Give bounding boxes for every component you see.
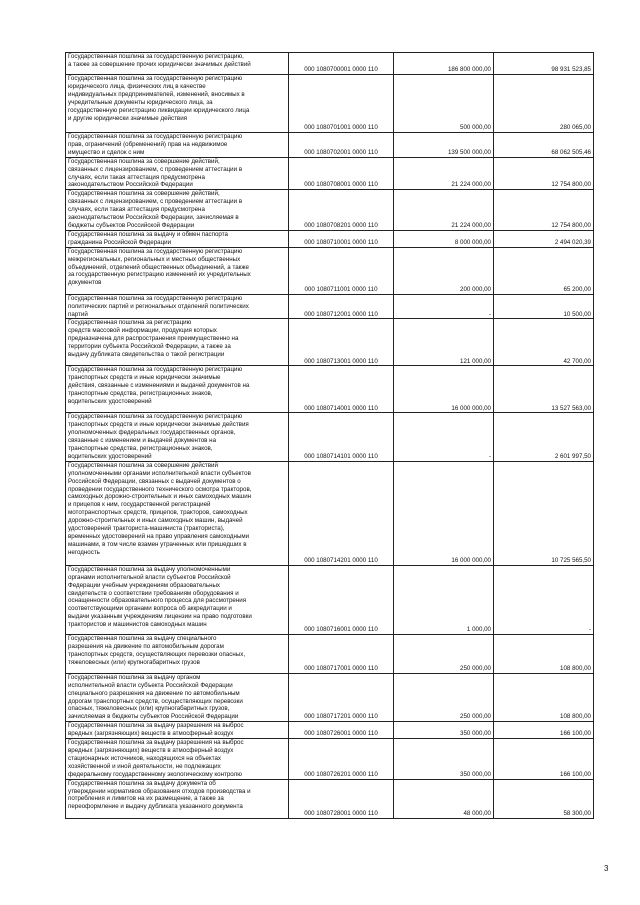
cell-plan: 1 000,00 — [394, 565, 494, 634]
table-row — [66, 673, 594, 721]
table-row — [66, 190, 594, 231]
cell-code: 000 1080702001 0000 110 — [289, 133, 394, 158]
cell-plan: 8 000 000,00 — [394, 230, 494, 247]
cell-name: Государственная пошлина за государственную регистрацию транспортных средств и иные юридически значимые действия, связанные с изменениями и выдачей документов на транспортные средства, регистрационных знаков, водительских удостоверений — [66, 366, 289, 413]
cell-plan: 500 000,00 — [394, 75, 494, 133]
cell-fact: 2 494 020,39 — [494, 230, 594, 247]
cell-fact: 108 800,00 — [494, 673, 594, 721]
cell-fact: 2 601 997,50 — [494, 413, 594, 461]
cell-fact: 68 062 505,46 — [494, 133, 594, 158]
cell-name: Государственная пошлина за государственную регистрацию политических партий и региональных отделений политических партий — [66, 294, 289, 319]
cell-plan: 21 224 000,00 — [394, 190, 494, 231]
cell-plan: 350 000,00 — [394, 722, 494, 739]
table-row — [66, 230, 594, 247]
cell-fact: 12 754 800,00 — [494, 157, 594, 190]
cell-code: 000 1080708201 0000 110 — [289, 190, 394, 231]
cell-name: Государственная пошлина за совершение действий, связанных с лицензированием, с проведением аттестации в случаях, если такая аттестация предусмотрена законодательством Российской Федерации, зачисляемая в бюджеты субъектов Российской Федерации — [66, 190, 289, 231]
cell-code: 000 1080728001 0000 110 — [289, 779, 394, 818]
cell-plan: 250 000,00 — [394, 673, 494, 721]
cell-plan: 139 500 000,00 — [394, 133, 494, 158]
table-row — [66, 319, 594, 366]
cell-code: 000 1080717001 0000 110 — [289, 634, 394, 673]
table-row — [66, 366, 594, 413]
cell-fact: 108 800,00 — [494, 634, 594, 673]
table-row — [66, 157, 594, 190]
cell-plan: - — [394, 413, 494, 461]
cell-name: Государственная пошлина за выдачу документа об утверждении нормативов образования отходов производства и потребления и лимитов на их размещение, а также за переоформление и выдачу дубликата указанного документа — [66, 779, 289, 818]
cell-plan: 48 000,00 — [394, 779, 494, 818]
cell-plan: 16 000 000,00 — [394, 461, 494, 565]
cell-name: Государственная пошлина за выдачу уполномоченными органами исполнительной власти субъектов Российской Федерации учебным учреждениям образовательных свидетельств о соответствии требованиям оборудования и оснащенности образовательного процесса для рассмотрения соответствующими органами вопроса об аккредитации и выдачи указанным учреждениям лицензии на право подготовки трактористов и машинистов самоходных машин — [66, 565, 289, 634]
cell-fact: 13 527 563,00 — [494, 366, 594, 413]
cell-name: Государственная пошлина за государственную регистрацию, а также за совершение прочих юридически значимых действий — [66, 53, 289, 75]
budget-table — [65, 52, 594, 819]
page-number: 3 — [604, 864, 609, 873]
cell-code: 000 1080700001 0000 110 — [289, 53, 394, 75]
cell-code: 000 1080714101 0000 110 — [289, 413, 394, 461]
table-row — [66, 133, 594, 158]
table-row — [66, 75, 594, 133]
cell-name: Государственная пошлина за государственную регистрацию прав, ограничений (обременений) прав на недвижимое имущество и сделок с ним — [66, 133, 289, 158]
cell-fact: - — [494, 565, 594, 634]
cell-fact: 10 500,00 — [494, 294, 594, 319]
cell-plan: 121 000,00 — [394, 319, 494, 366]
cell-plan: 16 000 000,00 — [394, 366, 494, 413]
cell-fact: 12 754 800,00 — [494, 190, 594, 231]
cell-code: 000 1080708001 0000 110 — [289, 157, 394, 190]
cell-fact: 98 931 523,85 — [494, 53, 594, 75]
cell-code: 000 1080713001 0000 110 — [289, 319, 394, 366]
cell-name: Государственная пошлина за регистрацию средств массовой информации, продукция которых предназначена для распространения преимущественно на территории субъекта Российской Федерации, а также за выдачу дубликата свидетельства о такой регистрации — [66, 319, 289, 366]
cell-code: 000 1080701001 0000 110 — [289, 75, 394, 133]
cell-code: 000 1080712001 0000 110 — [289, 294, 394, 319]
table-row — [66, 53, 594, 75]
cell-name: Государственная пошлина за выдачу разрешения на выброс вредных (загрязняющих) веществ в атмосферный воздух стационарных источников, находящихся на объектах хозяйственной и иной деятельности, не подлежащих федеральному государственному экологическому контролю — [66, 739, 289, 780]
cell-code: 000 1080726001 0000 110 — [289, 722, 394, 739]
cell-code: 000 1080711001 0000 110 — [289, 247, 394, 294]
cell-fact: 166 100,00 — [494, 722, 594, 739]
cell-fact: 166 100,00 — [494, 739, 594, 780]
cell-code: 000 1080726201 0000 110 — [289, 739, 394, 780]
cell-fact: 65 200,00 — [494, 247, 594, 294]
table-row — [66, 722, 594, 739]
cell-plan: 200 000,00 — [394, 247, 494, 294]
cell-code: 000 1080716001 0000 110 — [289, 565, 394, 634]
cell-fact: 280 065,00 — [494, 75, 594, 133]
cell-plan: 21 224 000,00 — [394, 157, 494, 190]
cell-plan: 250 000,00 — [394, 634, 494, 673]
cell-code: 000 1080717201 0000 110 — [289, 673, 394, 721]
table-row — [66, 247, 594, 294]
table-row — [66, 634, 594, 673]
cell-code: 000 1080710001 0000 110 — [289, 230, 394, 247]
table-body — [66, 53, 594, 819]
cell-fact: 58 300,00 — [494, 779, 594, 818]
cell-name: Государственная пошлина за государственную регистрацию межрегиональных, региональных и местных общественных объединений, отделений общественных объединений, а также за государственную регистрацию изменений их учредительных документов — [66, 247, 289, 294]
cell-name: Государственная пошлина за выдачу органом исполнительной власти субъекта Российской Федерации специального разрешения на движение по автомобильным дорогам транспортных средств, осуществляющих перевозки опасных, тяжеловесных (или) крупногабаритных грузов, зачисляемая в бюджеты субъектов Российской Федерации — [66, 673, 289, 721]
cell-name: Государственная пошлина за выдачу специального разрешения на движение по автомобильным дорогам транспортных средств, осуществляющих перевозки опасных, тяжеловесных (или) крупногабаритных грузов — [66, 634, 289, 673]
cell-plan: 186 800 000,00 — [394, 53, 494, 75]
cell-name: Государственная пошлина за государственную регистрацию юридического лица, физических лиц в качестве индивидуальных предпринимателей, изменений, вносимых в учредительные документы юридического лица, за государственную регистрацию ликвидации юридического лица и другие юридически значимые действия — [66, 75, 289, 133]
table-row — [66, 779, 594, 818]
cell-name: Государственная пошлина за совершение действий, связанных с лицензированием, с проведением аттестации в случаях, если такая аттестация предусмотрена законодательством Российской Федерации — [66, 157, 289, 190]
table-row — [66, 413, 594, 461]
cell-name: Государственная пошлина за выдачу и обмен паспорта гражданина Российской Федерации — [66, 230, 289, 247]
cell-plan: - — [394, 294, 494, 319]
table-row — [66, 294, 594, 319]
cell-code: 000 1080714001 0000 110 — [289, 366, 394, 413]
cell-code: 000 1080714201 0000 110 — [289, 461, 394, 565]
table-row — [66, 565, 594, 634]
cell-plan: 350 000,00 — [394, 739, 494, 780]
cell-fact: 42 700,00 — [494, 319, 594, 366]
cell-name: Государственная пошлина за совершение действий уполномоченными органами исполнительной власти субъектов Российской Федерации, связанных с выдачей документов о проведении государственного технического осмотра тракторов, самоходных дорожно-строительных и иных самоходных машин и прицепов к ним, государственной регистрацией мототранспортных средств, прицепов, тракторов, самоходных дорожно-строительных и иных самоходных машин, выдачей удостоверений тракториста-машиниста (тракториста), временных удостоверений на право управления самоходными машинами, в том числе взамен утраченных или пришедших в негодность — [66, 461, 289, 565]
table-row — [66, 739, 594, 780]
cell-fact: 10 725 565,50 — [494, 461, 594, 565]
table-row — [66, 461, 594, 565]
cell-name: Государственная пошлина за государственную регистрацию транспортных средств и иные юридически значимые действия уполномоченных федеральных государственных органов, связанные с изменением и выдачей документов на транспортные средства, регистрационных знаков, водительских удостоверений — [66, 413, 289, 461]
cell-name: Государственная пошлина за выдачу разрешения на выброс вредных (загрязняющих) веществ в атмосферный воздух — [66, 722, 289, 739]
